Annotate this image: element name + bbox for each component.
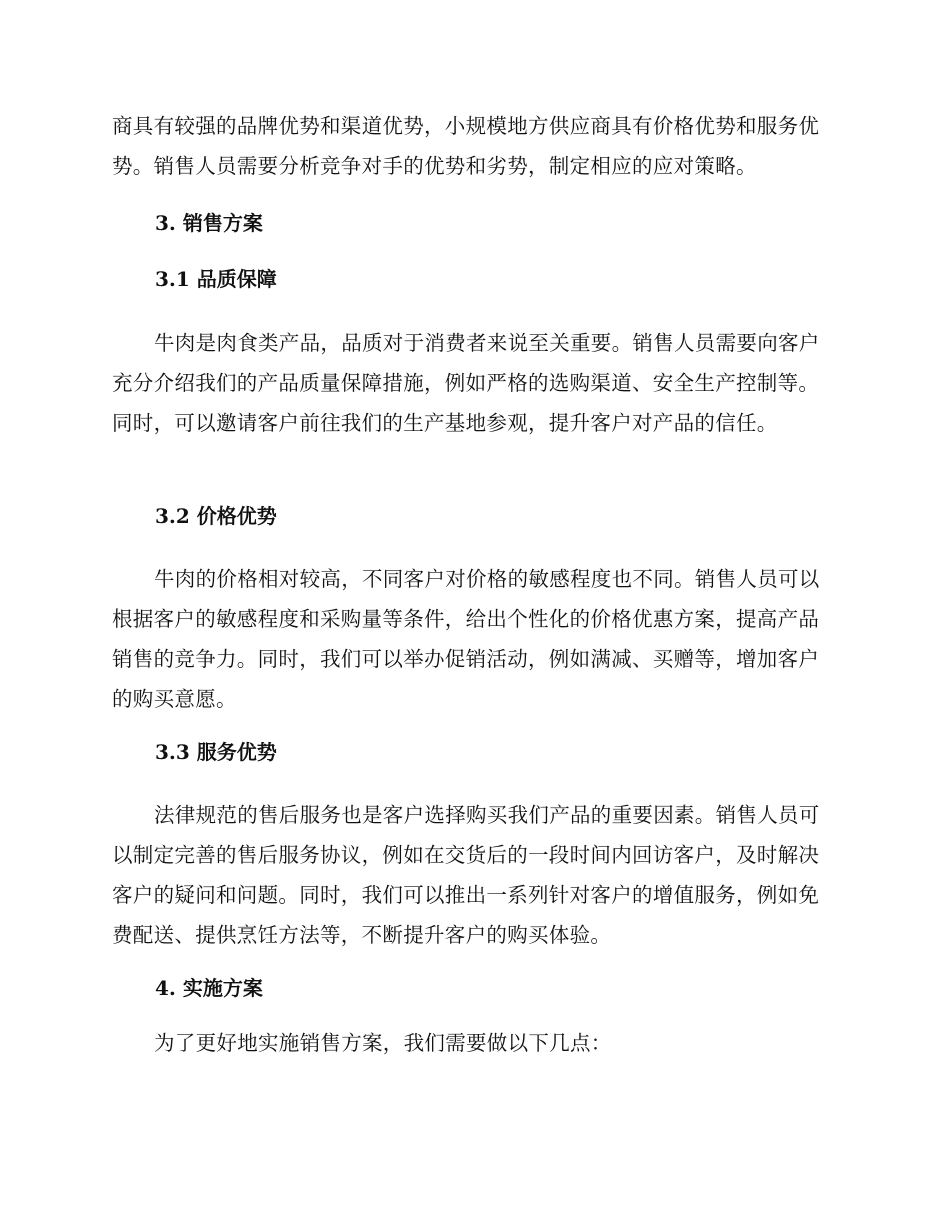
paragraph-quality-assurance: 牛肉是肉食类产品，品质对于消费者来说至关重要。销售人员需要向客户充分介绍我们的产品质量保障措施，例如严格的选购渠道、安全生产控制等。同时，可以邀请客户前往我们的生产基地参观，提升客户对产品的信任。 — [112, 331, 820, 435]
paragraph-implementation-plan: 为了更好地实施销售方案，我们需要做以下几点： — [154, 1031, 612, 1055]
heading-price-advantage: 3.2 价格优势 — [155, 504, 277, 528]
heading-implementation-plan: 4. 实施方案 — [155, 976, 263, 1000]
paragraph-competition-continued: 商具有较强的品牌优势和渠道优势，小规模地方供应商具有价格优势和服务优势。销售人员需要分析竞争对手的优势和劣势，制定相应的应对策略。 — [112, 114, 820, 178]
heading-service-advantage: 3.3 服务优势 — [155, 740, 277, 764]
paragraph-price-advantage: 牛肉的价格相对较高，不同客户对价格的敏感程度也不同。销售人员可以根据客户的敏感程度和采购量等条件，给出个性化的价格优惠方案，提高产品销售的竞争力。同时，我们可以举办促销活动，例如满减、买赠等，增加客户的购买意愿。 — [112, 567, 820, 711]
paragraph-service-advantage: 法律规范的售后服务也是客户选择购买我们产品的重要因素。销售人员可以制定完善的售后服务协议，例如在交货后的一段时间内回访客户，及时解决客户的疑问和问题。同时，我们可以推出一系列针对客户的增值服务，例如免费配送、提供烹饪方法等，不断提升客户的购买体验。 — [112, 803, 820, 947]
heading-quality-assurance: 3.1 品质保障 — [155, 267, 277, 291]
heading-sales-plan: 3. 销售方案 — [155, 211, 263, 235]
